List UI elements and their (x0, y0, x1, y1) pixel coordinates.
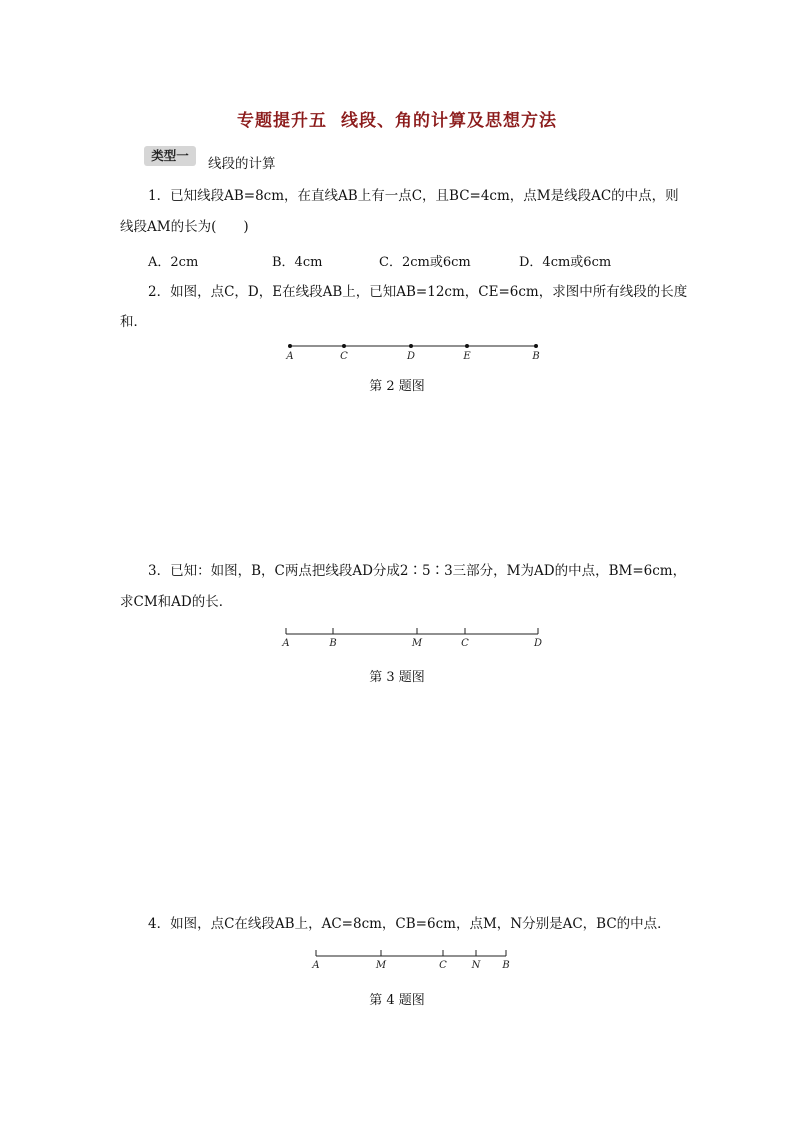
q2-line1: 2．如图，点C，D，E在线段AB上，已知AB=12cm，CE=6cm，求图中所有线段的长度 (148, 284, 688, 300)
title-part2: 线段、角的计算及思想方法 (341, 111, 557, 131)
q2-caption: 第 2 题图 (369, 379, 425, 394)
q2-label-c: C (340, 351, 348, 362)
q4-label-m: M (375, 960, 387, 971)
q3-label-m: M (411, 638, 423, 649)
q3-caption: 第 3 题图 (369, 670, 425, 685)
q4-label-c: C (439, 960, 447, 971)
q1-option-b: B．4cm (272, 255, 323, 270)
q1-option-d: D．4cm或6cm (519, 255, 612, 270)
q2-point-a (288, 344, 292, 348)
section-badge: 类型一 (144, 146, 196, 166)
q4-label-b: B (502, 960, 510, 971)
q2-label-e: E (463, 351, 471, 362)
q4-figure (306, 946, 518, 972)
q3-label-b: B (329, 638, 337, 649)
q3-line2: 求CM和AD的长． (120, 594, 233, 610)
q4-label-n: N (471, 960, 481, 971)
q3-label-c: C (461, 638, 469, 649)
q3-label-a: A (282, 638, 290, 649)
q4-caption: 第 4 题图 (369, 993, 425, 1008)
title-part1: 专题提升五 (237, 111, 327, 131)
q3-line1: 3．已知：如图，B，C两点把线段AD分成2∶5∶3三部分，M为AD的中点，BM=6cm， (148, 563, 687, 579)
q1-line1: 1．已知线段AB=8cm，在直线AB上有一点C，且BC=4cm，点M是线段AC的中点，则 (148, 188, 679, 204)
q1-option-a: A．2cm (148, 255, 199, 270)
q2-line2: 和． (120, 314, 147, 330)
q3-figure (276, 624, 548, 650)
q2-point-d (409, 344, 413, 348)
q2-label-a: A (286, 351, 294, 362)
q2-point-b (534, 344, 538, 348)
q2-point-e (465, 344, 469, 348)
q4-label-a: A (312, 960, 320, 971)
q3-label-d: D (533, 638, 543, 649)
q4-line1: 4．如图，点C在线段AB上，AC=8cm，CB=6cm，点M，N分别是AC，BC的中点． (148, 916, 671, 932)
q2-label-b: B (532, 351, 540, 362)
q2-label-d: D (406, 351, 416, 362)
page-title (0, 106, 794, 131)
section-name: 线段的计算 (208, 156, 276, 172)
q2-point-c (342, 344, 346, 348)
q1-line2: 线段AM的长为( ) (120, 219, 249, 235)
q1-option-c: C．2cm或6cm (379, 255, 471, 270)
q2-figure (280, 338, 550, 364)
